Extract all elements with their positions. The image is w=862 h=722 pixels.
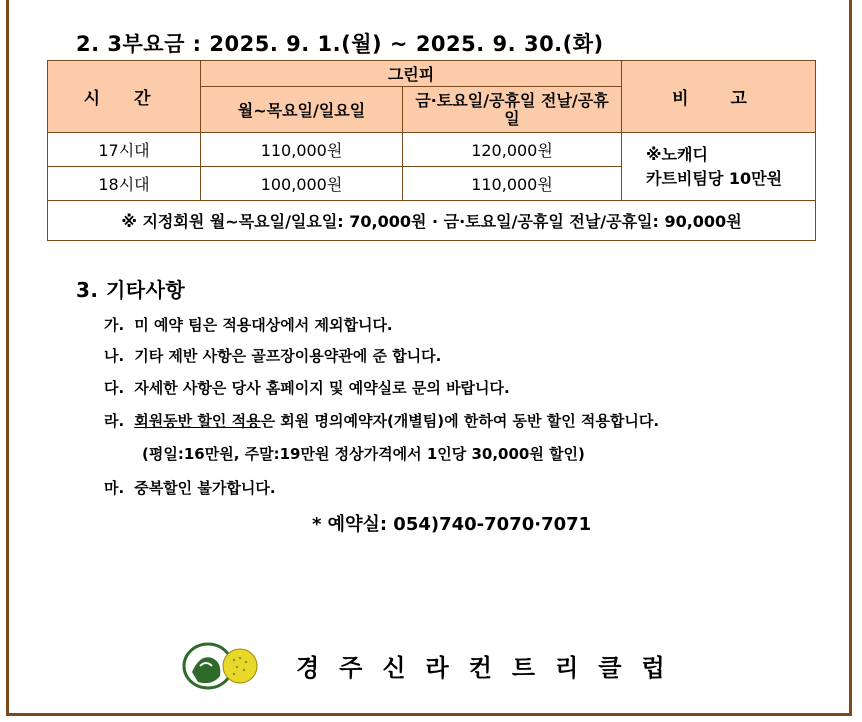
list-item xyxy=(104,345,441,366)
item-text-underlined: 회원동반 할인 적용 xyxy=(134,412,261,430)
header-weekday: 월~목요일/일요일 xyxy=(201,87,403,133)
club-logo-icon xyxy=(182,636,262,692)
reservation-contact: * 예약실: 054)740-7070·7071 xyxy=(312,514,592,535)
item-marker: 나. xyxy=(104,347,125,365)
item-subnote: (평일:16만원, 주말:19만원 정상가격에서 1인당 30,000원 할인) xyxy=(142,445,585,463)
header-note: 비 고 xyxy=(622,61,816,133)
item-text: 자세한 사항은 당사 홈페이지 및 예약실로 문의 바랍니다. xyxy=(134,379,510,397)
header-weekend: 금·토요일/공휴일 전날/공휴일 xyxy=(403,87,622,133)
item-marker: 마. xyxy=(104,479,125,497)
item-text: 미 예약 팀은 적용대상에서 제외합니다. xyxy=(134,316,393,334)
item-marker: 다. xyxy=(104,379,125,397)
list-item xyxy=(104,410,659,431)
item-text: 은 회원 명의예약자(개별팀)에 한하여 동반 할인 적용합니다. xyxy=(260,412,660,430)
fee-table xyxy=(47,60,816,241)
row-time: 18시대 xyxy=(48,167,201,201)
section3-title: 3. 기타사항 xyxy=(76,278,186,302)
row-time: 17시대 xyxy=(48,133,201,167)
table-row xyxy=(48,133,816,167)
item-text: 중복할인 불가합니다. xyxy=(134,479,276,497)
row-weekend-fee: 120,000원 xyxy=(403,133,622,167)
list-item xyxy=(104,314,393,335)
row-weekday-fee: 110,000원 xyxy=(201,133,403,167)
header-green-fee: 그린피 xyxy=(201,61,622,87)
club-name: 경주신라컨트리클럽 xyxy=(296,654,685,682)
row-weekday-fee: 100,000원 xyxy=(201,167,403,201)
section2-title: 2. 3부요금 : 2025. 9. 1.(월) ~ 2025. 9. 30.(화) xyxy=(76,32,604,56)
item-marker: 라. xyxy=(104,412,125,430)
list-item xyxy=(104,477,276,498)
header-time: 시 간 xyxy=(48,61,201,133)
item-text: 기타 제반 사항은 골프장이용약관에 준 합니다. xyxy=(134,347,442,365)
item-marker: 가. xyxy=(104,316,125,334)
row-weekend-fee: 110,000원 xyxy=(403,167,622,201)
note-cell: ※노캐디 카트비팀당 10만원 xyxy=(622,133,816,201)
member-note: ※ 지정회원 월~목요일/일요일: 70,000원 · 금·토요일/공휴일 전날/공휴일: 90,000원 xyxy=(48,201,816,241)
list-item xyxy=(104,377,510,398)
